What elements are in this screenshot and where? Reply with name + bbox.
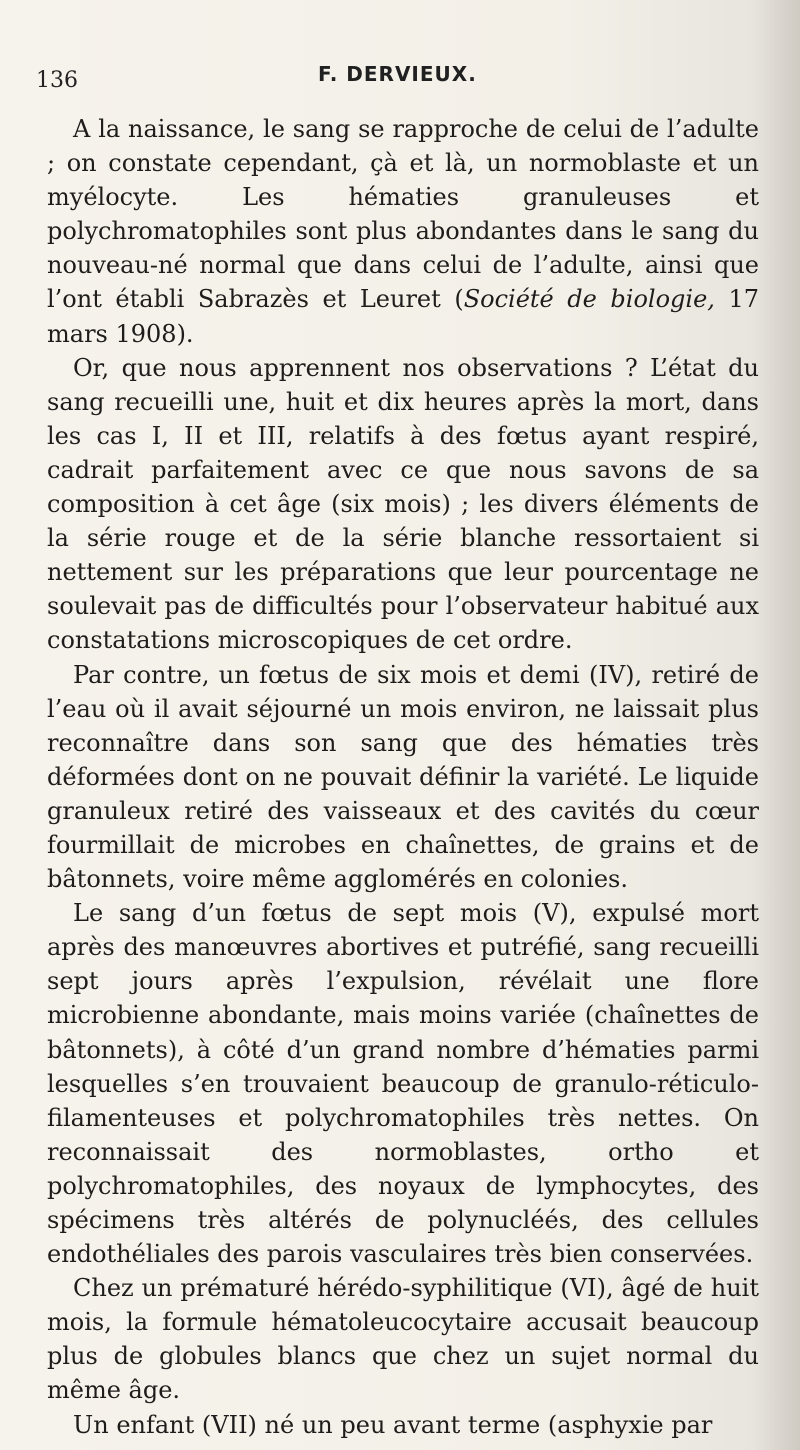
paragraph-text: Or, que nous apprennent nos observations ? L’état du sang recueilli une, huit et dix heures après la mort, dans les cas I, II et III, relatifs à des fœtus ayant respiré, cadrait parfaitement avec ce que nous savons de sa composition à cet âge (six mois) ; les divers éléments de la série rouge et de la série blanche ressortaient si nettement sur les préparations que leur pourcentage ne soulevait pas de difficultés pour l’observateur habitué aux constatations microscopiques de cet ordre. <box>47 353 759 655</box>
paragraph-case-v <box>47 896 759 1271</box>
paragraph-observations <box>47 351 759 658</box>
paragraph-text: 17 mars 1908). <box>47 285 759 348</box>
paragraph-newborn-blood <box>47 112 759 351</box>
paragraph-text: A la naissance, le sang se rapproche de celui de l’adulte ; on constate cependant, çà et là, un normoblaste et un myélocyte. Les hématies granuleuses et polychromatophiles sont plus abondantes dans le sang du nouveau-né normal que dans celui de l’adulte, ainsi que l’ont établi Sabrazès et Leuret ( <box>47 115 759 314</box>
paragraph-case-iv <box>47 658 759 897</box>
paragraph-case-vii <box>47 1408 759 1442</box>
paragraph-text: Par contre, un fœtus de six mois et demi (IV), retiré de l’eau où il avait séjourné un mois environ, ne laissait plus reconnaître dans son sang que des hématies très déformées dont on ne pouvait définir la variété. Le liquide granuleux retiré des vaisseaux et des cavités du cœur fourmillait de microbes en chaînettes, de grains et de bâtonnets, voire même agglomérés en colonies. <box>47 660 759 894</box>
page-number: 136 <box>36 68 78 93</box>
paragraph-text: Chez un prématuré hérédo-syphilitique (VI), âgé de huit mois, la formule hématoleucocytaire accusait beaucoup plus de globules blancs que chez un sujet normal du même âge. <box>47 1274 759 1405</box>
paragraph-text: Le sang d’un fœtus de sept mois (V), expulsé mort après des manœuvres abortives et putréfié, sang recueilli sept jours après l’expulsion, révélait une flore microbienne abondante, mais moins variée (chaînettes de bâtonnets), à côté d’un grand nombre d’hématies parmi lesquelles s’en trouvaient beaucoup de granulo-réticulo-filamenteuses et polychromatophiles très nettes. On reconnaissait des normoblastes, ortho et polychromatophiles, des noyaux de lymphocytes, des spécimens très altérés de polynucléés, des cellules endothéliales des parois vasculaires très bien conservées. <box>47 899 759 1269</box>
body-text <box>47 112 759 1442</box>
paragraph-case-vi <box>47 1271 759 1407</box>
running-head: F. DERVIEUX. <box>318 62 477 86</box>
paragraph-text: Un enfant (VII) né un peu avant terme (asphyxie par <box>73 1410 713 1439</box>
citation-journal: Société de biologie, <box>463 285 715 314</box>
